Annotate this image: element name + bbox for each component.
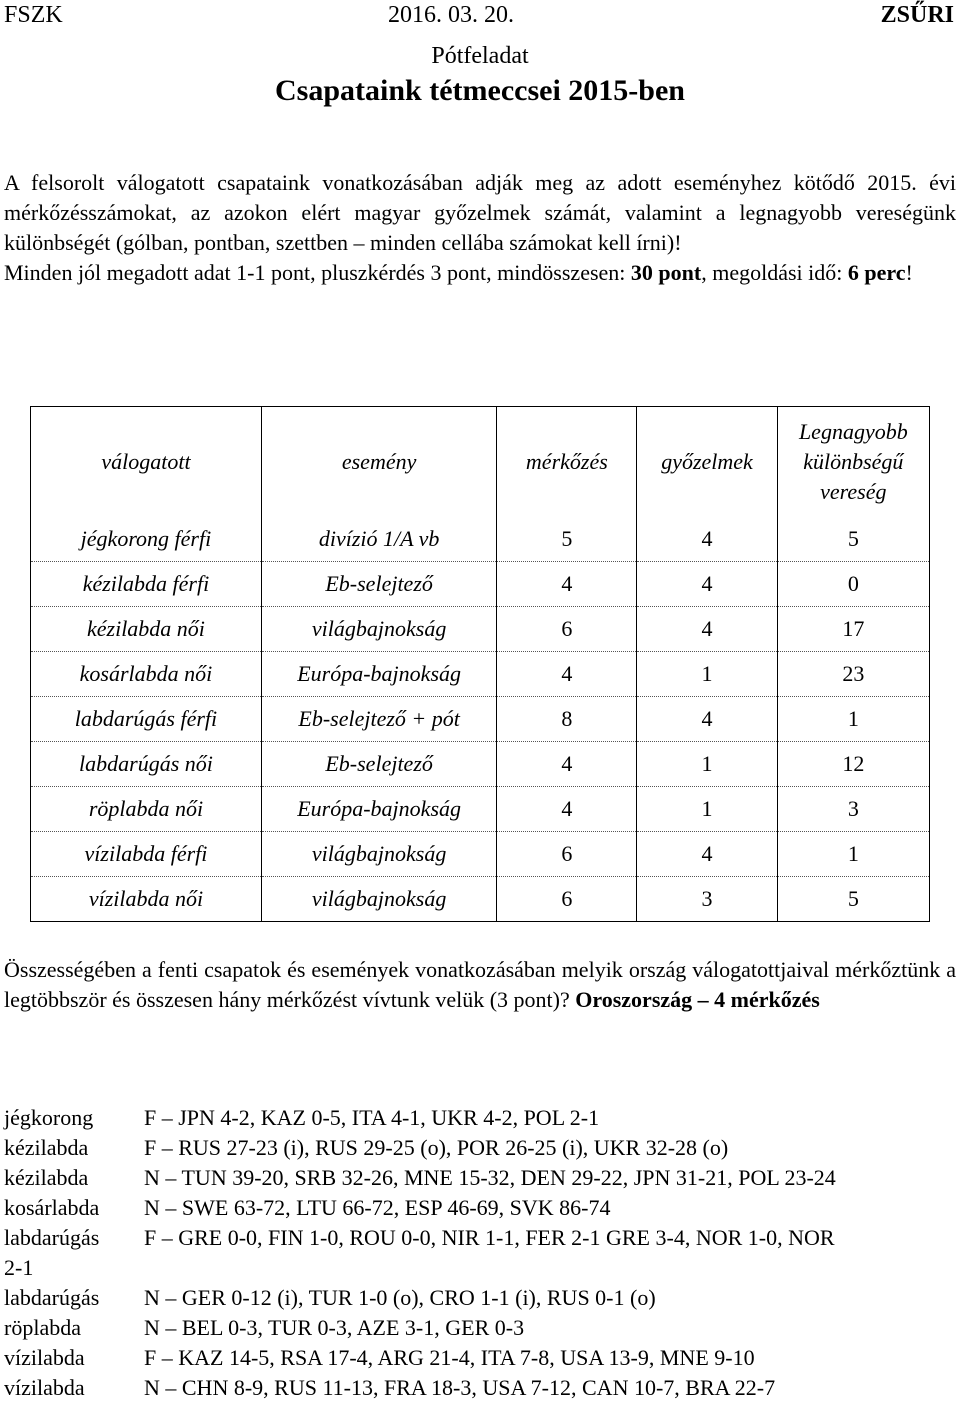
table-cell: 6 xyxy=(497,607,637,652)
list-item xyxy=(4,1133,956,1163)
table-cell: labdarúgás férfi xyxy=(31,697,262,742)
table-row xyxy=(31,562,930,607)
table-cell: 4 xyxy=(637,517,777,562)
table-cell: 4 xyxy=(497,787,637,832)
org-name: FSZK xyxy=(4,2,63,28)
result-sport: jégkorong xyxy=(4,1105,94,1130)
table-cell: 3 xyxy=(637,877,777,922)
table-cell: 4 xyxy=(637,562,777,607)
list-item xyxy=(4,1283,956,1313)
result-scores: F – RUS 27-23 (i), RUS 29-25 (o), POR 26-25 (i), UKR 32-28 (o) xyxy=(144,1135,729,1160)
table-row xyxy=(31,742,930,787)
result-scores: F – JPN 4-2, KAZ 0-5, ITA 4-1, UKR 4-2, POL 2-1 xyxy=(144,1105,600,1130)
list-item xyxy=(4,1313,956,1343)
table-cell: 8 xyxy=(497,697,637,742)
table-cell: labdarúgás női xyxy=(31,742,262,787)
answer-table-container xyxy=(30,406,930,922)
scoring-prefix: Minden jól megadott adat 1-1 pont, pluszkérdés 3 pont, mindösszesen: xyxy=(4,260,631,285)
table-cell: 5 xyxy=(497,517,637,562)
result-scores: N – BEL 0-3, TUR 0-3, AZE 3-1, GER 0-3 xyxy=(144,1315,525,1340)
result-sport: kosárlabda xyxy=(4,1195,100,1220)
task-instructions: A felsorolt válogatott csapataink vonatkozásában adják meg az adott eseményhez kötődő 2015. évi mérkőzésszámokat, az azokon elért magyar győzelmek számát, valamint a legnagyobb vereségünk különbségét (gólban, pontban, szettben – minden cellába számokat kell írni)! xyxy=(4,170,956,255)
table-cell: divízió 1/A vb xyxy=(261,517,496,562)
table-cell: 5 xyxy=(777,517,929,562)
table-cell: jégkorong férfi xyxy=(31,517,262,562)
column-header-team: válogatott xyxy=(31,407,262,518)
table-row xyxy=(31,607,930,652)
table-cell: 4 xyxy=(497,652,637,697)
page-header xyxy=(4,2,954,34)
result-scores: F – KAZ 14-5, RSA 17-4, ARG 21-4, ITA 7-8, USA 13-9, MNE 9-10 xyxy=(144,1345,755,1370)
result-scores: N – TUN 39-20, SRB 32-26, MNE 15-32, DEN 29-22, JPN 31-21, POL 23-24 xyxy=(144,1165,836,1190)
result-sport: kézilabda xyxy=(4,1165,89,1190)
table-cell: 4 xyxy=(637,697,777,742)
column-header-matches: mérkőzés xyxy=(497,407,637,518)
table-cell: 4 xyxy=(497,562,637,607)
results-list xyxy=(4,1103,956,1403)
column-header-biggest-loss: Legnagyobb különbségű vereség xyxy=(777,407,929,518)
table-row xyxy=(31,652,930,697)
table-cell: 6 xyxy=(497,832,637,877)
result-scores: N – SWE 63-72, LTU 66-72, ESP 46-69, SVK 86-74 xyxy=(144,1195,611,1220)
table-cell: 3 xyxy=(777,787,929,832)
table-cell: röplabda női xyxy=(31,787,262,832)
table-cell: 1 xyxy=(777,832,929,877)
result-sport: röplabda xyxy=(4,1315,81,1340)
table-row xyxy=(31,877,930,922)
table-cell: 23 xyxy=(777,652,929,697)
table-cell: 4 xyxy=(497,742,637,787)
table-cell: 4 xyxy=(637,607,777,652)
table-cell: Európa-bajnokság xyxy=(261,787,496,832)
bonus-question-text: Összességében a fenti csapatok és események vonatkozásában melyik ország válogatottjaival mérkőztünk a legtöbbször és összesen hány mérkőzést vívtunk velük (3 pont)? xyxy=(4,957,956,1012)
scoring-end: ! xyxy=(905,260,913,285)
list-item xyxy=(4,1343,956,1373)
result-sport: kézilabda xyxy=(4,1135,89,1160)
result-scores: N – GER 0-12 (i), TUR 1-0 (o), CRO 1-1 (i), RUS 0-1 (o) xyxy=(144,1285,656,1310)
bonus-question xyxy=(4,955,956,1015)
table-row xyxy=(31,787,930,832)
table-cell: Európa-bajnokság xyxy=(261,652,496,697)
table-header-row xyxy=(31,407,930,518)
table-cell: kosárlabda női xyxy=(31,652,262,697)
result-sport: vízilabda xyxy=(4,1345,85,1370)
table-cell: 1 xyxy=(777,697,929,742)
table-cell: világbajnokság xyxy=(261,832,496,877)
table-cell: 1 xyxy=(637,652,777,697)
table-row xyxy=(31,517,930,562)
column-header-wins: győzelmek xyxy=(637,407,777,518)
table-cell: 1 xyxy=(637,742,777,787)
task-description xyxy=(4,168,956,288)
list-item xyxy=(4,1103,956,1133)
list-item xyxy=(4,1193,956,1223)
scoring-mid: , megoldási idő: xyxy=(701,260,848,285)
bonus-answer: Oroszország – 4 mérkőzés xyxy=(575,987,820,1012)
table-cell: 1 xyxy=(637,787,777,832)
page-title: Csapataink tétmeccsei 2015-ben xyxy=(275,74,685,107)
table-cell: világbajnokság xyxy=(261,877,496,922)
list-item xyxy=(4,1163,956,1193)
column-header-event: esemény xyxy=(261,407,496,518)
list-item xyxy=(4,1373,956,1403)
table-cell: 17 xyxy=(777,607,929,652)
table-cell: Eb-selejtező xyxy=(261,742,496,787)
table-cell: 6 xyxy=(497,877,637,922)
result-sport: labdarúgás xyxy=(4,1285,100,1310)
list-item xyxy=(4,1223,956,1253)
table-cell: 4 xyxy=(637,832,777,877)
table-row xyxy=(31,832,930,877)
jury-label: ZSŰRI xyxy=(880,2,954,28)
table-cell: vízilabda férfi xyxy=(31,832,262,877)
table-cell: Eb-selejtező + pót xyxy=(261,697,496,742)
time-limit: 6 perc xyxy=(847,260,906,285)
total-points: 30 pont xyxy=(630,260,702,285)
table-cell: Eb-selejtező xyxy=(261,562,496,607)
result-scores: N – CHN 8-9, RUS 11-13, FRA 18-3, USA 7-12, CAN 10-7, BRA 22-7 xyxy=(144,1375,776,1400)
table-cell: 0 xyxy=(777,562,929,607)
table-cell: kézilabda férfi xyxy=(31,562,262,607)
table-cell: világbajnokság xyxy=(261,607,496,652)
table-cell: 5 xyxy=(777,877,929,922)
table-row xyxy=(31,697,930,742)
scoring-info xyxy=(4,258,956,288)
answer-table xyxy=(30,406,930,922)
result-sport: vízilabda xyxy=(4,1375,85,1400)
result-scores-continued: 2-1 xyxy=(4,1255,34,1280)
result-scores: F – GRE 0-0, FIN 1-0, ROU 0-0, NIR 1-1, FER 2-1 GRE 3-4, NOR 1-0, NOR xyxy=(144,1225,835,1250)
table-cell: vízilabda női xyxy=(31,877,262,922)
header-date: 2016. 03. 20. xyxy=(388,2,514,28)
result-sport: labdarúgás xyxy=(4,1225,100,1250)
table-cell: kézilabda női xyxy=(31,607,262,652)
table-cell: 12 xyxy=(777,742,929,787)
page-subtitle: Pótfeladat xyxy=(431,43,529,69)
